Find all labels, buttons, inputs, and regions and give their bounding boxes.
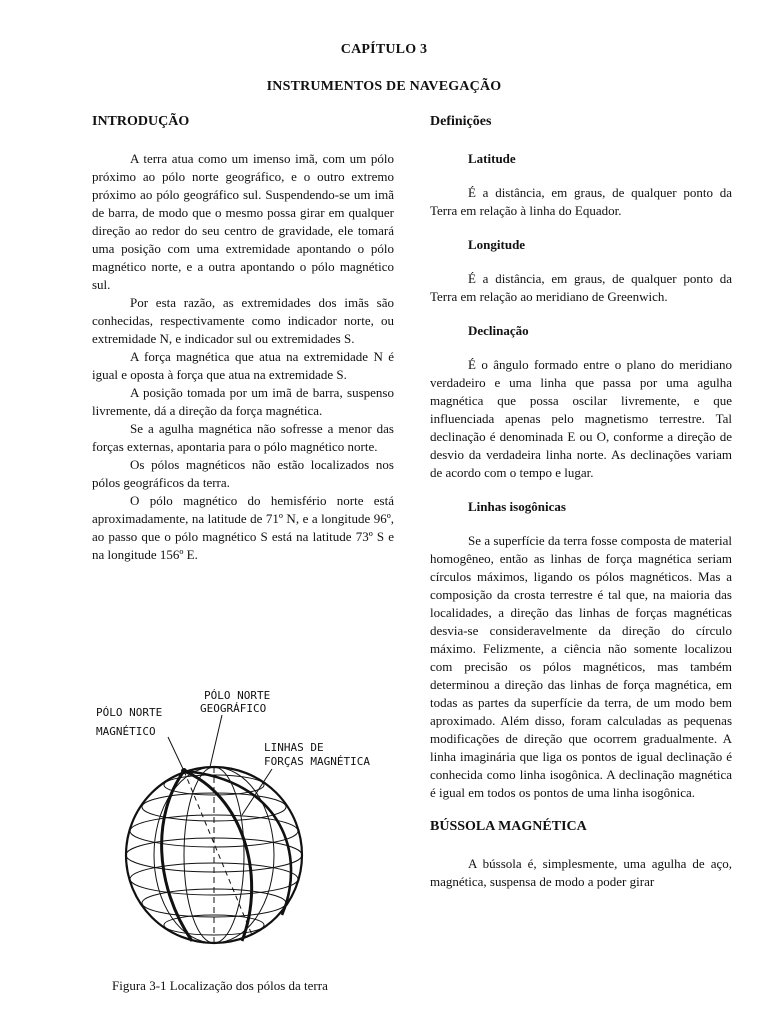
definition-term: Declinação — [468, 323, 529, 338]
definition-declination — [430, 322, 732, 482]
latitude-line — [126, 838, 302, 872]
definition-text: É a distância, em graus, de qualquer ponto da Terra em relação ao meridiano de Greenwich. — [430, 271, 732, 304]
right-column — [430, 113, 732, 891]
chapter-heading: CAPÍTULO 3 — [340, 42, 428, 57]
compass-paragraph: A bússola é, simplesmente, uma agulha de aço, magnética, suspensa de modo a poder girar — [430, 856, 732, 889]
compass-heading: BÚSSOLA MAGNÉTICA — [430, 819, 587, 834]
definitions-heading: Definições — [430, 114, 492, 129]
figure-label-magnetic-2: MAGNÉTICO — [96, 725, 156, 738]
figure-label-geographic-1: PÓLO NORTE — [204, 689, 271, 702]
left-column — [92, 113, 394, 564]
figure-label-geographic-2: GEOGRÁFICO — [200, 702, 267, 715]
figure-caption: Figura 3-1 Localização dos pólos da terra — [112, 978, 328, 993]
definition-text: Se a superfície da terra fosse composta de material homogêneo, então as linhas de força magnética seriam círculos máximos, ligando os pólos magnéticos. Mas a composição da crosta terrestre é tal que, na maioria das localidades, a direção das linhas de forças magnéticas desvia-se consideravelmente da direção do círculo máximo. Felizmente, a ciência não somente localizou com precisão os pólos magnéticos, mas também determinou a direção das linhas de força magnética, em todas as partes da superfície da terra, de um modo bem aproximado. Além disso, foram calculadas as pequenas modificações de direção que ocorrem gradualmente. A linha imaginária que liga os pontos de igual declinação é conhecida como linha isogônica. A declinação magnética é igual em todos os pontos de uma linha isogônica. — [430, 533, 732, 800]
leader-magnetic — [168, 737, 184, 771]
definition-term: Longitude — [468, 237, 526, 252]
definition-latitude — [430, 150, 732, 220]
earth-poles-figure — [92, 685, 402, 950]
definition-term: Latitude — [468, 151, 516, 166]
leader-geographic — [210, 715, 222, 767]
intro-paragraph: Os pólos magnéticos não estão localizados nos pólos geográficos da terra. — [92, 457, 394, 490]
globe-diagram — [92, 685, 402, 950]
intro-paragraph: A terra atua como um imenso imã, com um pólo próximo ao pólo norte geográfico, e o outro extremo próximo ao pólo geográfico sul. Suspendendo-se um imã de barra, de modo que o mesmo possa girar em qualquer direção ao redor do seu centro de gravidade, ele tomará uma posição com uma extremidade apontando o pólo magnético norte, e a outra apontando o pólo magnético sul. — [92, 151, 394, 292]
intro-paragraph: A posição tomada por um imã de barra, suspenso livremente, dá a direção da força magnética. — [92, 385, 394, 418]
magnetic-pole-dot — [181, 768, 187, 774]
definition-text: É a distância, em graus, de qualquer ponto da Terra em relação à linha do Equador. — [430, 185, 732, 218]
figure-label-lines-2: FORÇAS MAGNÉTICA — [264, 755, 370, 768]
definition-isogonic — [430, 498, 732, 802]
definition-longitude — [430, 236, 732, 306]
definition-term: Linhas isogônicas — [468, 499, 566, 514]
intro-paragraph: A força magnética que atua na extremidade N é igual e oposta à força que atua na extremidade S. — [92, 349, 394, 382]
intro-paragraph: Se a agulha magnética não sofresse a menor das forças externas, apontaria para o pólo magnético norte. — [92, 421, 394, 454]
chapter-title: INSTRUMENTOS DE NAVEGAÇÃO — [266, 79, 502, 94]
intro-heading: INTRODUÇÃO — [92, 114, 190, 129]
figure-label-lines-1: LINHAS DE — [264, 741, 324, 754]
intro-paragraph: O pólo magnético do hemisfério norte está aproximadamente, na latitude de 71º N, e a longitude 96º, ao passo que o pólo magnético S está na latitude 73º S e na longitude 156º E. — [92, 493, 394, 562]
figure-label-magnetic-1: PÓLO NORTE — [96, 706, 163, 719]
intro-paragraph: Por esta razão, as extremidades dos imãs são conhecidas, respectivamente como indicador norte, ou extremidade N, e indicador sul ou extremidades S. — [92, 295, 394, 346]
definition-text: É o ângulo formado entre o plano do meridiano verdadeiro e uma linha que passa por uma agulha magnética que possa oscilar livremente, e que influenciada apenas pelo magnetismo terrestre. Tal declinação é denominada E ou O, conforme a direção de desvio da verdadeira linha norte. As declinações variam de acordo com o tempo e lugar. — [430, 357, 732, 480]
